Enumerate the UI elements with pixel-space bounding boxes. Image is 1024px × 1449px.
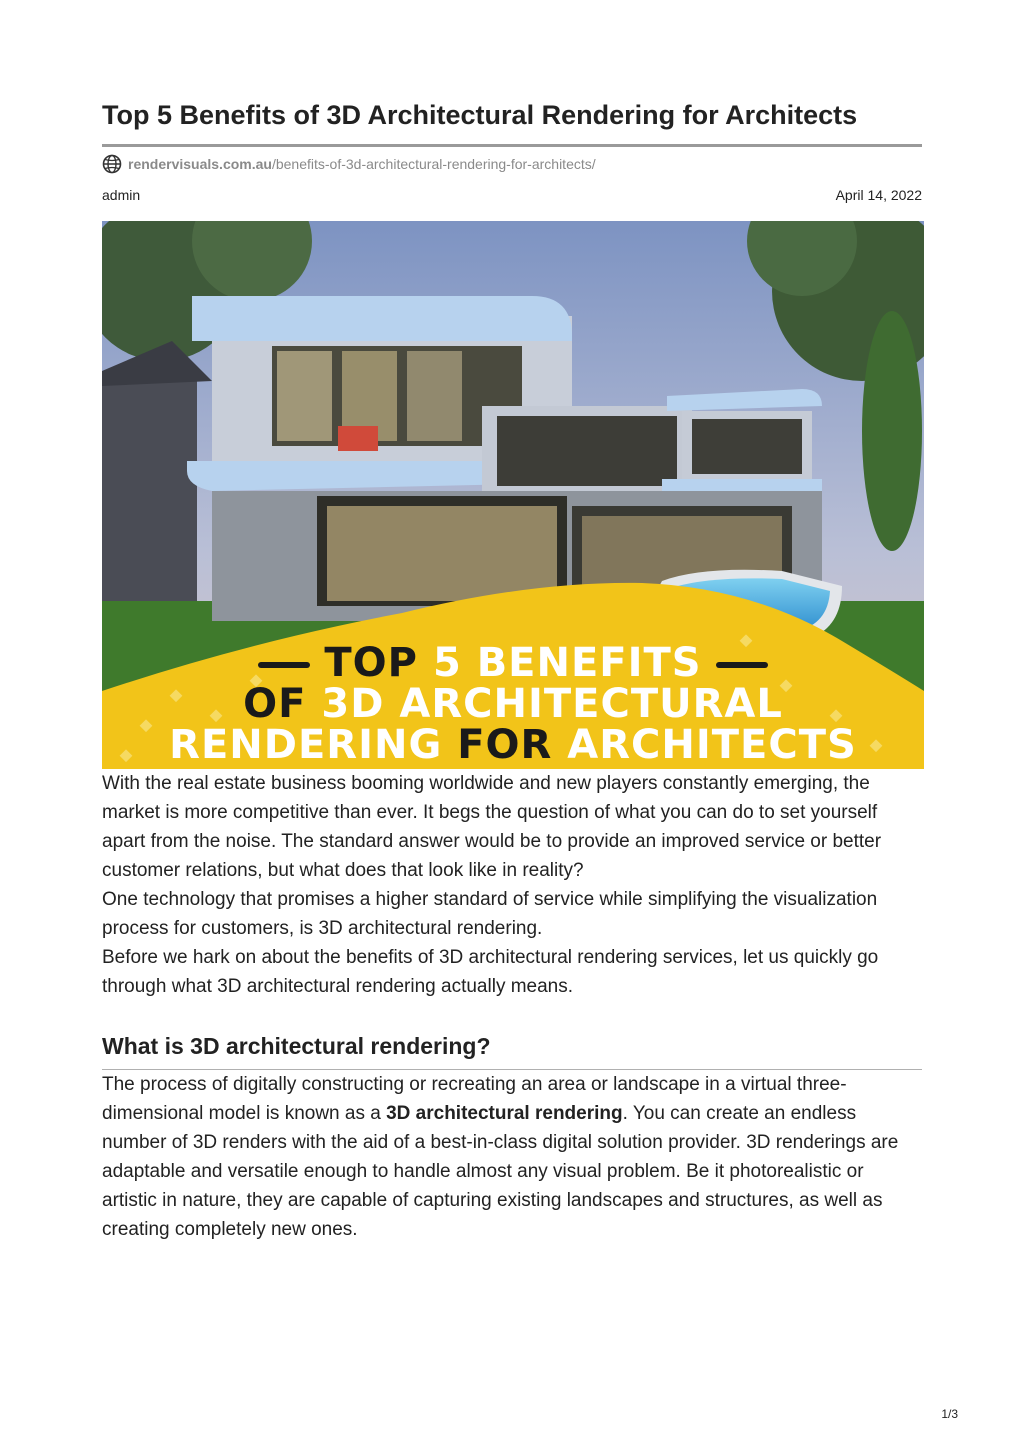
neighbour-house — [102, 381, 197, 611]
document-page — [102, 96, 922, 1244]
banner-line-1: TOP 5 BENEFITS — [102, 641, 924, 685]
artwork — [338, 426, 378, 451]
source-link-row[interactable] — [102, 153, 922, 175]
page-indicator: 1/3 — [941, 1407, 958, 1421]
source-path[interactable]: /benefits-of-3d-architectural-rendering-for-architects/ — [271, 156, 596, 172]
meta-row — [102, 187, 922, 205]
cypress-tree — [862, 311, 922, 551]
paragraph-4: The process of digitally constructing or recreating an area or landscape in a virtual three-dimensional model is known as a 3D architectural rendering. You can create an endless number of 3D renders with the aid of a best-in-class digital solution provider. 3D renderings are adaptable and versatile enough to handle almost any visual problem. Be it photorealistic or artistic in nature, they are capable of capturing existing landscapes and structures, as well as creating completely new ones. — [102, 1074, 899, 1240]
roof-slab — [192, 296, 572, 341]
banner-line-3: RENDERING FOR ARCHITECTS — [169, 722, 857, 768]
section-heading: What is 3D architectural rendering? — [102, 1033, 491, 1059]
paragraph-2: One technology that promises a higher standard of service while simplifying the visualization process for customers, is 3D architectural rendering. — [102, 889, 878, 939]
banner-line-2: OF 3D ARCHITECTURAL — [243, 681, 783, 727]
bold-term: 3D architectural rendering — [386, 1103, 623, 1124]
publish-date: April 14, 2022 — [835, 187, 922, 203]
source-domain[interactable]: rendervisuals.com.au — [128, 156, 272, 172]
hero-image — [102, 221, 924, 769]
author: admin — [102, 187, 141, 203]
paragraph-1: With the real estate business booming worldwide and new players constantly emerging, the market is more competitive than ever. It begs the question of what you can do to set yourself apart from the noise. The standard answer would be to provide an improved service or better customer relations, but what does that look like in reality? — [102, 773, 882, 881]
banner-dash-right — [716, 662, 768, 668]
page-title: Top 5 Benefits of 3D Architectural Rendering for Architects — [102, 100, 858, 130]
paragraph-3: Before we hark on about the benefits of 3D architectural rendering services, let us quickly go through what 3D architectural rendering actually means. — [102, 947, 879, 997]
banner-dash-left — [258, 662, 310, 668]
globe-icon — [102, 154, 122, 174]
title-divider — [102, 144, 922, 147]
